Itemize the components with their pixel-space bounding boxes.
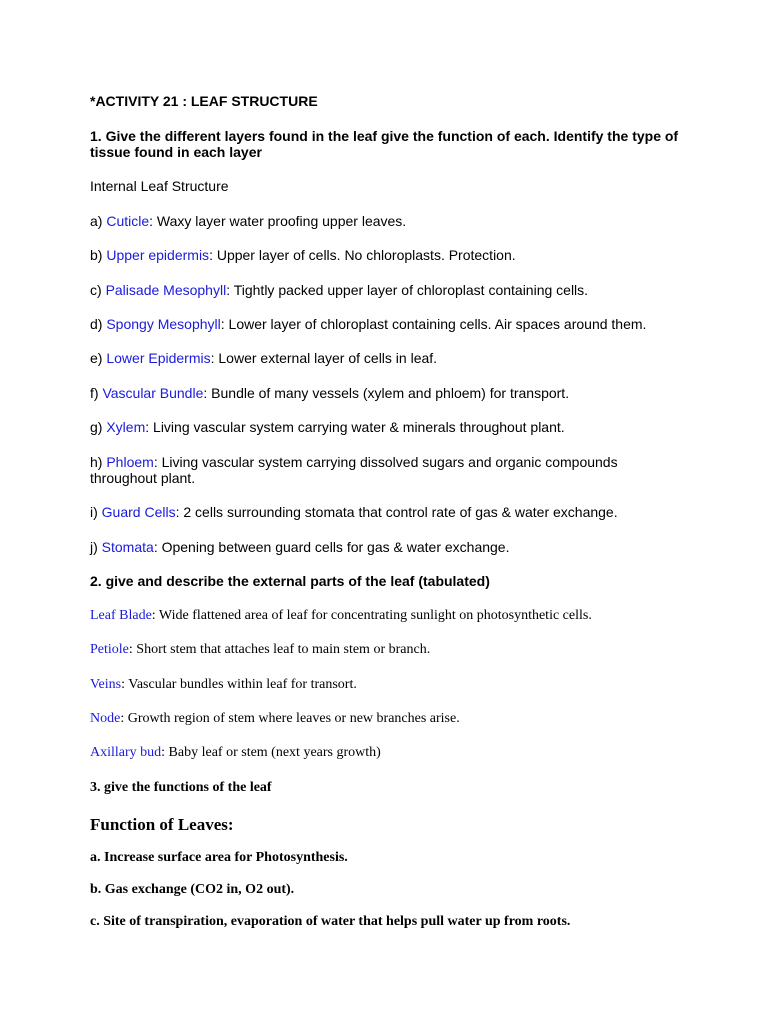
item-prefix: e) bbox=[90, 350, 107, 366]
function-item: a. Increase surface area for Photosynthesis. bbox=[90, 850, 348, 865]
function-item: b. Gas exchange (CO2 in, O2 out). bbox=[90, 882, 295, 897]
item-term: Upper epidermis bbox=[106, 247, 210, 263]
item-desc: : Lower external layer of cells in leaf. bbox=[210, 350, 438, 366]
item-prefix: h) bbox=[90, 454, 107, 470]
internal-heading: Internal Leaf Structure bbox=[90, 178, 229, 194]
item-prefix: j) bbox=[90, 539, 102, 555]
item-desc: : Lower layer of chloroplast containing cells. Air spaces around them. bbox=[220, 316, 647, 332]
item-prefix: b) bbox=[90, 247, 107, 263]
item-prefix: a) bbox=[90, 213, 107, 229]
item-term: Guard Cells bbox=[101, 504, 176, 520]
item-prefix: c) bbox=[90, 282, 106, 298]
question-1: 1. Give the different layers found in the leaf give the function of each. Identify the type of tissue found in each layer bbox=[90, 128, 679, 160]
internal-item bbox=[90, 282, 588, 298]
item-desc: : Bundle of many vessels (xylem and phloem) for transport. bbox=[203, 385, 570, 401]
item-term: Leaf Blade bbox=[90, 608, 152, 623]
item-term: Lower Epidermis bbox=[106, 350, 211, 366]
item-prefix: g) bbox=[90, 419, 107, 435]
item-term: Axillary bud bbox=[90, 745, 162, 760]
internal-item bbox=[90, 350, 437, 366]
functions-heading: Function of Leaves: bbox=[90, 815, 234, 834]
internal-item bbox=[90, 454, 640, 486]
item-desc: : Tightly packed upper layer of chloroplast containing cells. bbox=[226, 282, 589, 298]
item-desc: : Baby leaf or stem (next years growth) bbox=[161, 745, 381, 760]
item-term: Palisade Mesophyll bbox=[105, 282, 227, 298]
item-desc: : 2 cells surrounding stomata that control rate of gas & water exchange. bbox=[175, 504, 618, 520]
item-term: Stomata bbox=[101, 539, 154, 555]
external-item bbox=[90, 711, 460, 727]
internal-item bbox=[90, 539, 509, 555]
internal-item bbox=[90, 419, 565, 435]
external-item bbox=[90, 608, 592, 624]
item-desc: : Wide flattened area of leaf for concentrating sunlight on photosynthetic cells. bbox=[151, 608, 592, 623]
item-term: Phloem bbox=[106, 454, 154, 470]
item-desc: : Upper layer of cells. No chloroplasts. Protection. bbox=[209, 247, 516, 263]
item-term: Vascular Bundle bbox=[102, 385, 204, 401]
internal-item bbox=[90, 213, 406, 229]
item-desc: : Vascular bundles within leaf for transort. bbox=[121, 677, 357, 692]
item-prefix: d) bbox=[90, 316, 107, 332]
function-item: c. Site of transpiration, evaporation of water that helps pull water up from roots. bbox=[90, 914, 571, 929]
internal-item bbox=[90, 247, 516, 263]
item-desc: : Living vascular system carrying water & minerals throughout plant. bbox=[145, 419, 565, 435]
external-item bbox=[90, 677, 357, 693]
item-term: Petiole bbox=[90, 642, 129, 657]
item-desc: : Waxy layer water proofing upper leaves. bbox=[149, 213, 407, 229]
question-3: 3. give the functions of the leaf bbox=[90, 780, 272, 795]
item-term: Veins bbox=[90, 677, 122, 692]
item-term: Node bbox=[90, 711, 121, 726]
item-prefix: i) bbox=[90, 504, 102, 520]
item-desc: : Growth region of stem where leaves or new branches arise. bbox=[120, 711, 460, 726]
internal-item bbox=[90, 316, 646, 332]
item-term: Cuticle bbox=[106, 213, 150, 229]
external-item bbox=[90, 745, 381, 761]
item-term: Spongy Mesophyll bbox=[106, 316, 221, 332]
item-desc: : Short stem that attaches leaf to main stem or branch. bbox=[128, 642, 431, 657]
activity-title: *ACTIVITY 21 : LEAF STRUCTURE bbox=[90, 93, 318, 109]
question-2: 2. give and describe the external parts of the leaf (tabulated) bbox=[90, 573, 490, 589]
item-term: Xylem bbox=[106, 419, 146, 435]
item-prefix: f) bbox=[90, 385, 103, 401]
item-desc: : Living vascular system carrying dissolved sugars and organic compounds throughout plant. bbox=[90, 454, 618, 486]
item-desc: : Opening between guard cells for gas & water exchange. bbox=[153, 539, 510, 555]
internal-item bbox=[90, 504, 618, 520]
internal-item bbox=[90, 385, 569, 401]
external-item bbox=[90, 642, 430, 658]
